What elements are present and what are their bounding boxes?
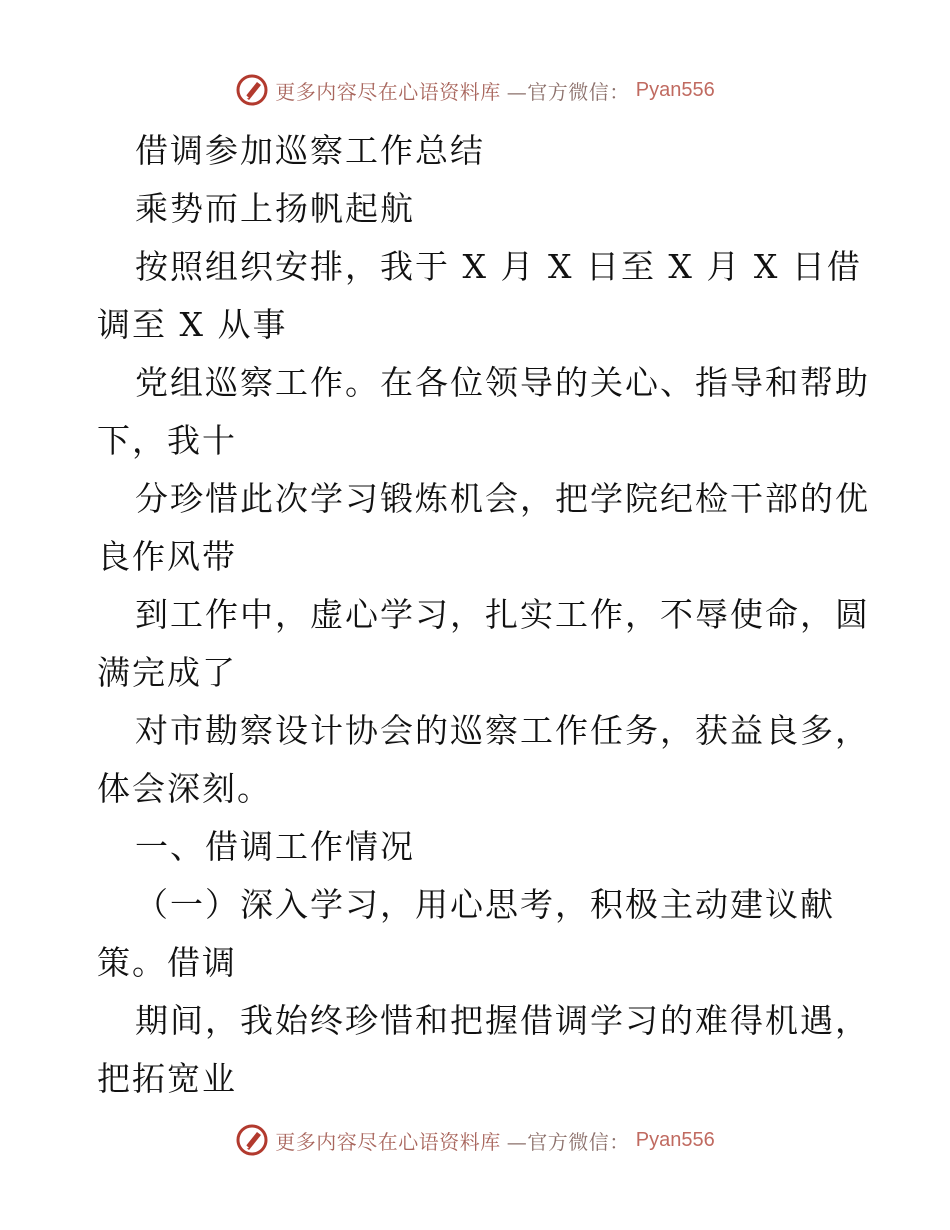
doc-line: 策。借调 — [97, 943, 237, 982]
footer-banner — [0, 1120, 950, 1160]
doc-line: 下，我十 — [97, 421, 237, 460]
doc-line: 乘势而上扬帆起航 — [135, 189, 415, 228]
doc-line: 期间，我始终珍惜和把握借调学习的难得机遇， — [135, 1001, 870, 1040]
doc-line: （一）深入学习，用心思考，积极主动建议献 — [135, 885, 835, 924]
doc-line: 按照组织安排，我于 X 月 X 日至 X 月 X 日借 — [135, 247, 862, 286]
header-banner — [0, 70, 950, 110]
doc-line: 良作风带 — [97, 537, 237, 576]
banner-main-text: 更多内容尽在心语资料库 — [275, 79, 501, 104]
banner-sub-text: —官方微信： — [506, 1129, 630, 1154]
doc-line: 满完成了 — [97, 653, 237, 692]
banner-wechat-id: Pyan556 — [635, 78, 715, 101]
doc-line: 到工作中，虚心学习，扎实工作，不辱使命，圆 — [135, 595, 870, 634]
doc-line: 党组巡察工作。在各位领导的关心、指导和帮助 — [135, 363, 870, 402]
doc-line: 调至 X 从事 — [97, 305, 288, 344]
banner-wechat-id: Pyan556 — [635, 1128, 715, 1151]
pen-circle-logo-icon — [235, 1123, 269, 1157]
doc-line: 一、借调工作情况 — [135, 827, 415, 866]
doc-line: 体会深刻。 — [97, 769, 272, 808]
doc-line: 分珍惜此次学习锻炼机会，把学院纪检干部的优 — [135, 479, 870, 518]
banner-main-text: 更多内容尽在心语资料库 — [275, 1129, 501, 1154]
doc-line: 借调参加巡察工作总结 — [135, 131, 485, 170]
pen-circle-logo-icon — [235, 73, 269, 107]
doc-line: 对市勘察设计协会的巡察工作任务，获益良多， — [135, 711, 870, 750]
document-body — [97, 122, 870, 1108]
doc-line: 把拓宽业 — [97, 1059, 237, 1098]
banner-sub-text: —官方微信： — [506, 79, 630, 104]
